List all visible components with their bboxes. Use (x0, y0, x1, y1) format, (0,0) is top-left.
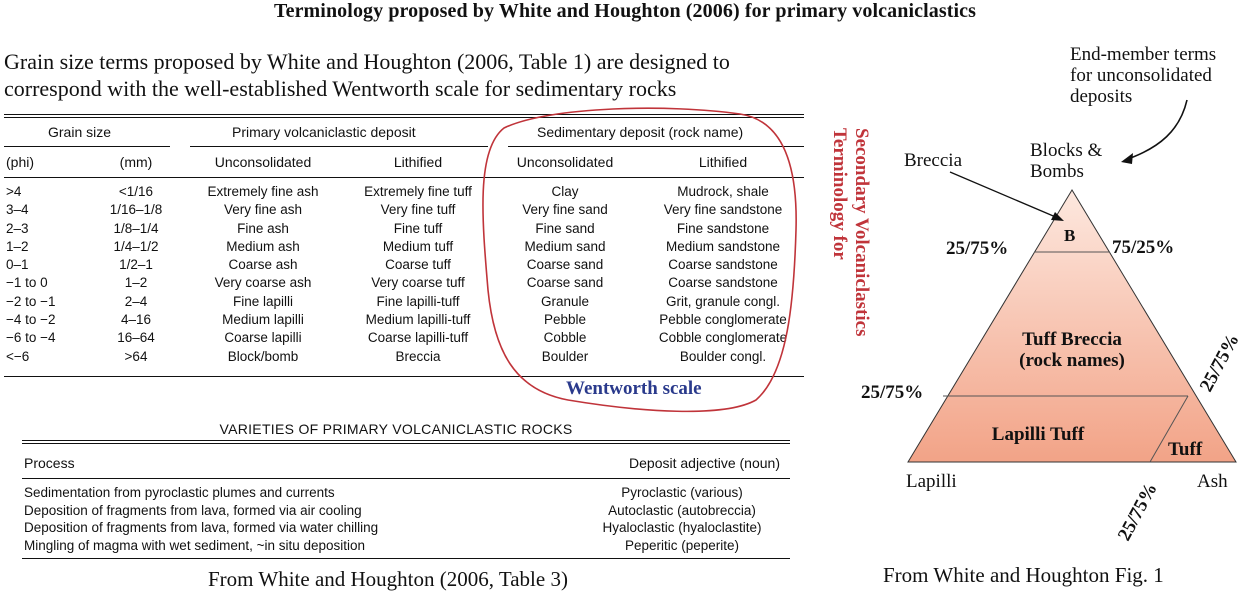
header-grain-size: Grain size (48, 124, 112, 140)
corner-lapilli: Lapilli (906, 471, 957, 492)
process-cell: Sedimentation from pyroclastic plumes and currents (24, 485, 335, 500)
header-phi: (phi) (6, 154, 35, 170)
cell-s-lithified: Fine sandstone (676, 220, 770, 236)
header-p-lithified: Lithified (393, 154, 443, 170)
cell-p-unconsolidated: Extremely fine ash (207, 184, 319, 199)
cell-p-lithified: Medium lapilli-tuff (365, 312, 471, 328)
secondary-label-line-1: Terminology for (829, 128, 850, 260)
cell-s-lithified: Mudrock, shale (677, 184, 769, 199)
cell-s-lithified: Very fine sandstone (663, 202, 783, 218)
sedimentary-outline (470, 100, 810, 420)
process-cell: Deposition of fragments from lava, formed via water chilling (24, 520, 379, 535)
cell-s-unconsolidated: Cobble (543, 330, 587, 346)
process-cell: Mingling of magma with wet sediment, ~in situ deposition (24, 537, 366, 553)
apex-label-2: Bombs (1030, 161, 1084, 182)
cell-phi: −2 to −1 (6, 293, 56, 309)
cell-s-lithified: Boulder congl. (679, 348, 767, 364)
cell-p-unconsolidated: Very coarse ash (214, 275, 312, 291)
ratio-bottom: 25/75% (1113, 479, 1162, 545)
cell-s-unconsolidated: Pebble (543, 312, 587, 328)
wentworth-scale-label: Wentworth scale (566, 378, 702, 399)
cell-mm: 1/16–1/8 (109, 202, 163, 218)
cell-p-unconsolidated: Coarse ash (228, 257, 298, 273)
header-sedimentary: Sedimentary deposit (rock name) (537, 124, 744, 140)
page-title: Terminology proposed by White and Houghton (2006) for primary volcaniclastics (273, 0, 976, 22)
cell-p-unconsolidated: Fine lapilli (232, 293, 294, 309)
cell-p-unconsolidated: Coarse lapilli (224, 330, 302, 346)
cell-phi: −4 to −2 (6, 312, 56, 328)
ratio-left-upper: 25/75% (946, 238, 1009, 259)
header-deposit-adjective: Deposit adjective (noun) (629, 455, 780, 471)
cell-p-lithified: Coarse tuff (385, 257, 451, 273)
cell-mm: <1/16 (118, 184, 154, 199)
cell-p-lithified: Fine lapilli-tuff (376, 293, 460, 309)
header-mm: (mm) (119, 154, 153, 170)
cell-phi: 3–4 (6, 202, 29, 218)
ratio-right-upper: 75/25% (1112, 237, 1175, 258)
cell-p-lithified: Very fine tuff (380, 202, 456, 218)
end-member-note-3: deposits (1070, 86, 1133, 107)
cell-phi: 0–1 (6, 257, 29, 273)
cell-phi: 1–2 (6, 238, 29, 254)
secondary-label-line-2: Secondary Volcaniclastics (851, 128, 872, 337)
header-primary: Primary volcaniclastic deposit (232, 124, 416, 140)
note-arrow (1125, 100, 1187, 160)
cell-p-unconsolidated: Fine ash (237, 220, 289, 236)
cell-s-lithified: Coarse sandstone (668, 257, 778, 273)
caption-fig-1: From White and Houghton Fig. 1 (883, 563, 1164, 587)
cell-mm: 1/4–1/2 (113, 238, 159, 254)
varieties-title: VARIETIES OF PRIMARY VOLCANICLASTIC ROCKS (219, 421, 573, 437)
header-p-unconsolidated: Unconsolidated (214, 154, 312, 170)
cell-p-unconsolidated: Medium lapilli (222, 312, 304, 328)
region-tuff: Tuff (1168, 439, 1203, 460)
end-member-note-2: for unconsolidated (1070, 65, 1212, 86)
cell-s-lithified: Pebble conglomerate (659, 312, 787, 328)
note-arrow-head (1121, 153, 1133, 164)
cell-phi: >4 (6, 184, 22, 199)
cell-p-lithified: Fine tuff (393, 220, 443, 236)
header-s-unconsolidated: Unconsolidated (516, 154, 614, 170)
cell-p-lithified: Very coarse tuff (371, 275, 465, 291)
region-lapilli-tuff: Lapilli Tuff (991, 424, 1085, 445)
breccia-label: Breccia (904, 150, 963, 171)
header-process: Process (24, 455, 75, 471)
cell-p-unconsolidated: Very fine ash (223, 202, 303, 218)
cell-phi: −1 to 0 (6, 275, 48, 291)
ratio-left-lower: 25/75% (861, 382, 924, 403)
cell-mm: 4–16 (120, 312, 152, 328)
cell-p-lithified: Extremely fine tuff (364, 184, 472, 199)
header-s-lithified: Lithified (698, 154, 748, 170)
corner-ash: Ash (1197, 471, 1228, 492)
cell-s-unconsolidated: Boulder (541, 348, 589, 364)
adjective-cell: Autoclastic (autobreccia) (608, 502, 756, 518)
cell-phi: 2–3 (6, 220, 29, 236)
cell-s-unconsolidated: Fine sand (535, 220, 595, 236)
intro-text (4, 48, 884, 102)
cell-s-unconsolidated: Medium sand (524, 238, 606, 254)
ratio-right-mid: 25/75% (1195, 330, 1244, 396)
cell-p-unconsolidated: Block/bomb (227, 348, 299, 364)
cell-s-lithified: Cobble conglomerate (658, 330, 788, 346)
cell-phi: <−6 (6, 348, 30, 364)
cell-mm: 1/2–1 (119, 257, 153, 273)
cell-p-lithified: Medium tuff (382, 238, 454, 254)
cell-s-lithified: Grit, granule congl. (665, 293, 781, 309)
cell-s-unconsolidated: Granule (540, 293, 590, 309)
cell-s-unconsolidated: Very fine sand (522, 202, 608, 218)
cell-p-lithified: Coarse lapilli-tuff (367, 330, 469, 346)
region-tuff-breccia-1: Tuff Breccia (1022, 329, 1122, 350)
apex-letter-b: B (1064, 226, 1076, 245)
cell-p-unconsolidated: Medium ash (226, 238, 300, 254)
region-tuff-breccia-2: (rock names) (1019, 350, 1125, 371)
caption-table-3: From White and Houghton (2006, Table 3) (208, 567, 568, 591)
cell-mm: 1–2 (124, 275, 148, 291)
cell-s-unconsolidated: Coarse sand (526, 257, 604, 273)
cell-s-unconsolidated: Coarse sand (526, 275, 604, 291)
adjective-cell: Pyroclastic (various) (621, 485, 743, 500)
ternary-diagram (840, 0, 1250, 560)
cell-mm: >64 (124, 348, 148, 364)
cell-mm: 1/8–1/4 (113, 220, 159, 236)
intro-line-2: correspond with the well-established Wentworth scale for sedimentary rocks (4, 76, 677, 101)
apex-label-1: Blocks & (1030, 140, 1103, 161)
cell-mm: 2–4 (124, 293, 148, 309)
adjective-cell: Hyaloclastic (hyaloclastite) (602, 520, 762, 535)
cell-s-lithified: Medium sandstone (665, 238, 781, 254)
cell-p-lithified: Breccia (395, 348, 441, 364)
cell-mm: 16–64 (117, 330, 155, 346)
intro-line-1: Grain size terms proposed by White and Houghton (2006, Table 1) are designed to (4, 49, 730, 74)
adjective-cell: Peperitic (peperite) (624, 537, 740, 553)
cell-phi: −6 to −4 (6, 330, 56, 346)
end-member-note-1: End-member terms (1070, 44, 1217, 65)
cell-s-unconsolidated: Clay (551, 184, 579, 199)
process-cell: Deposition of fragments from lava, formed via air cooling (24, 502, 362, 518)
cell-s-lithified: Coarse sandstone (668, 275, 778, 291)
